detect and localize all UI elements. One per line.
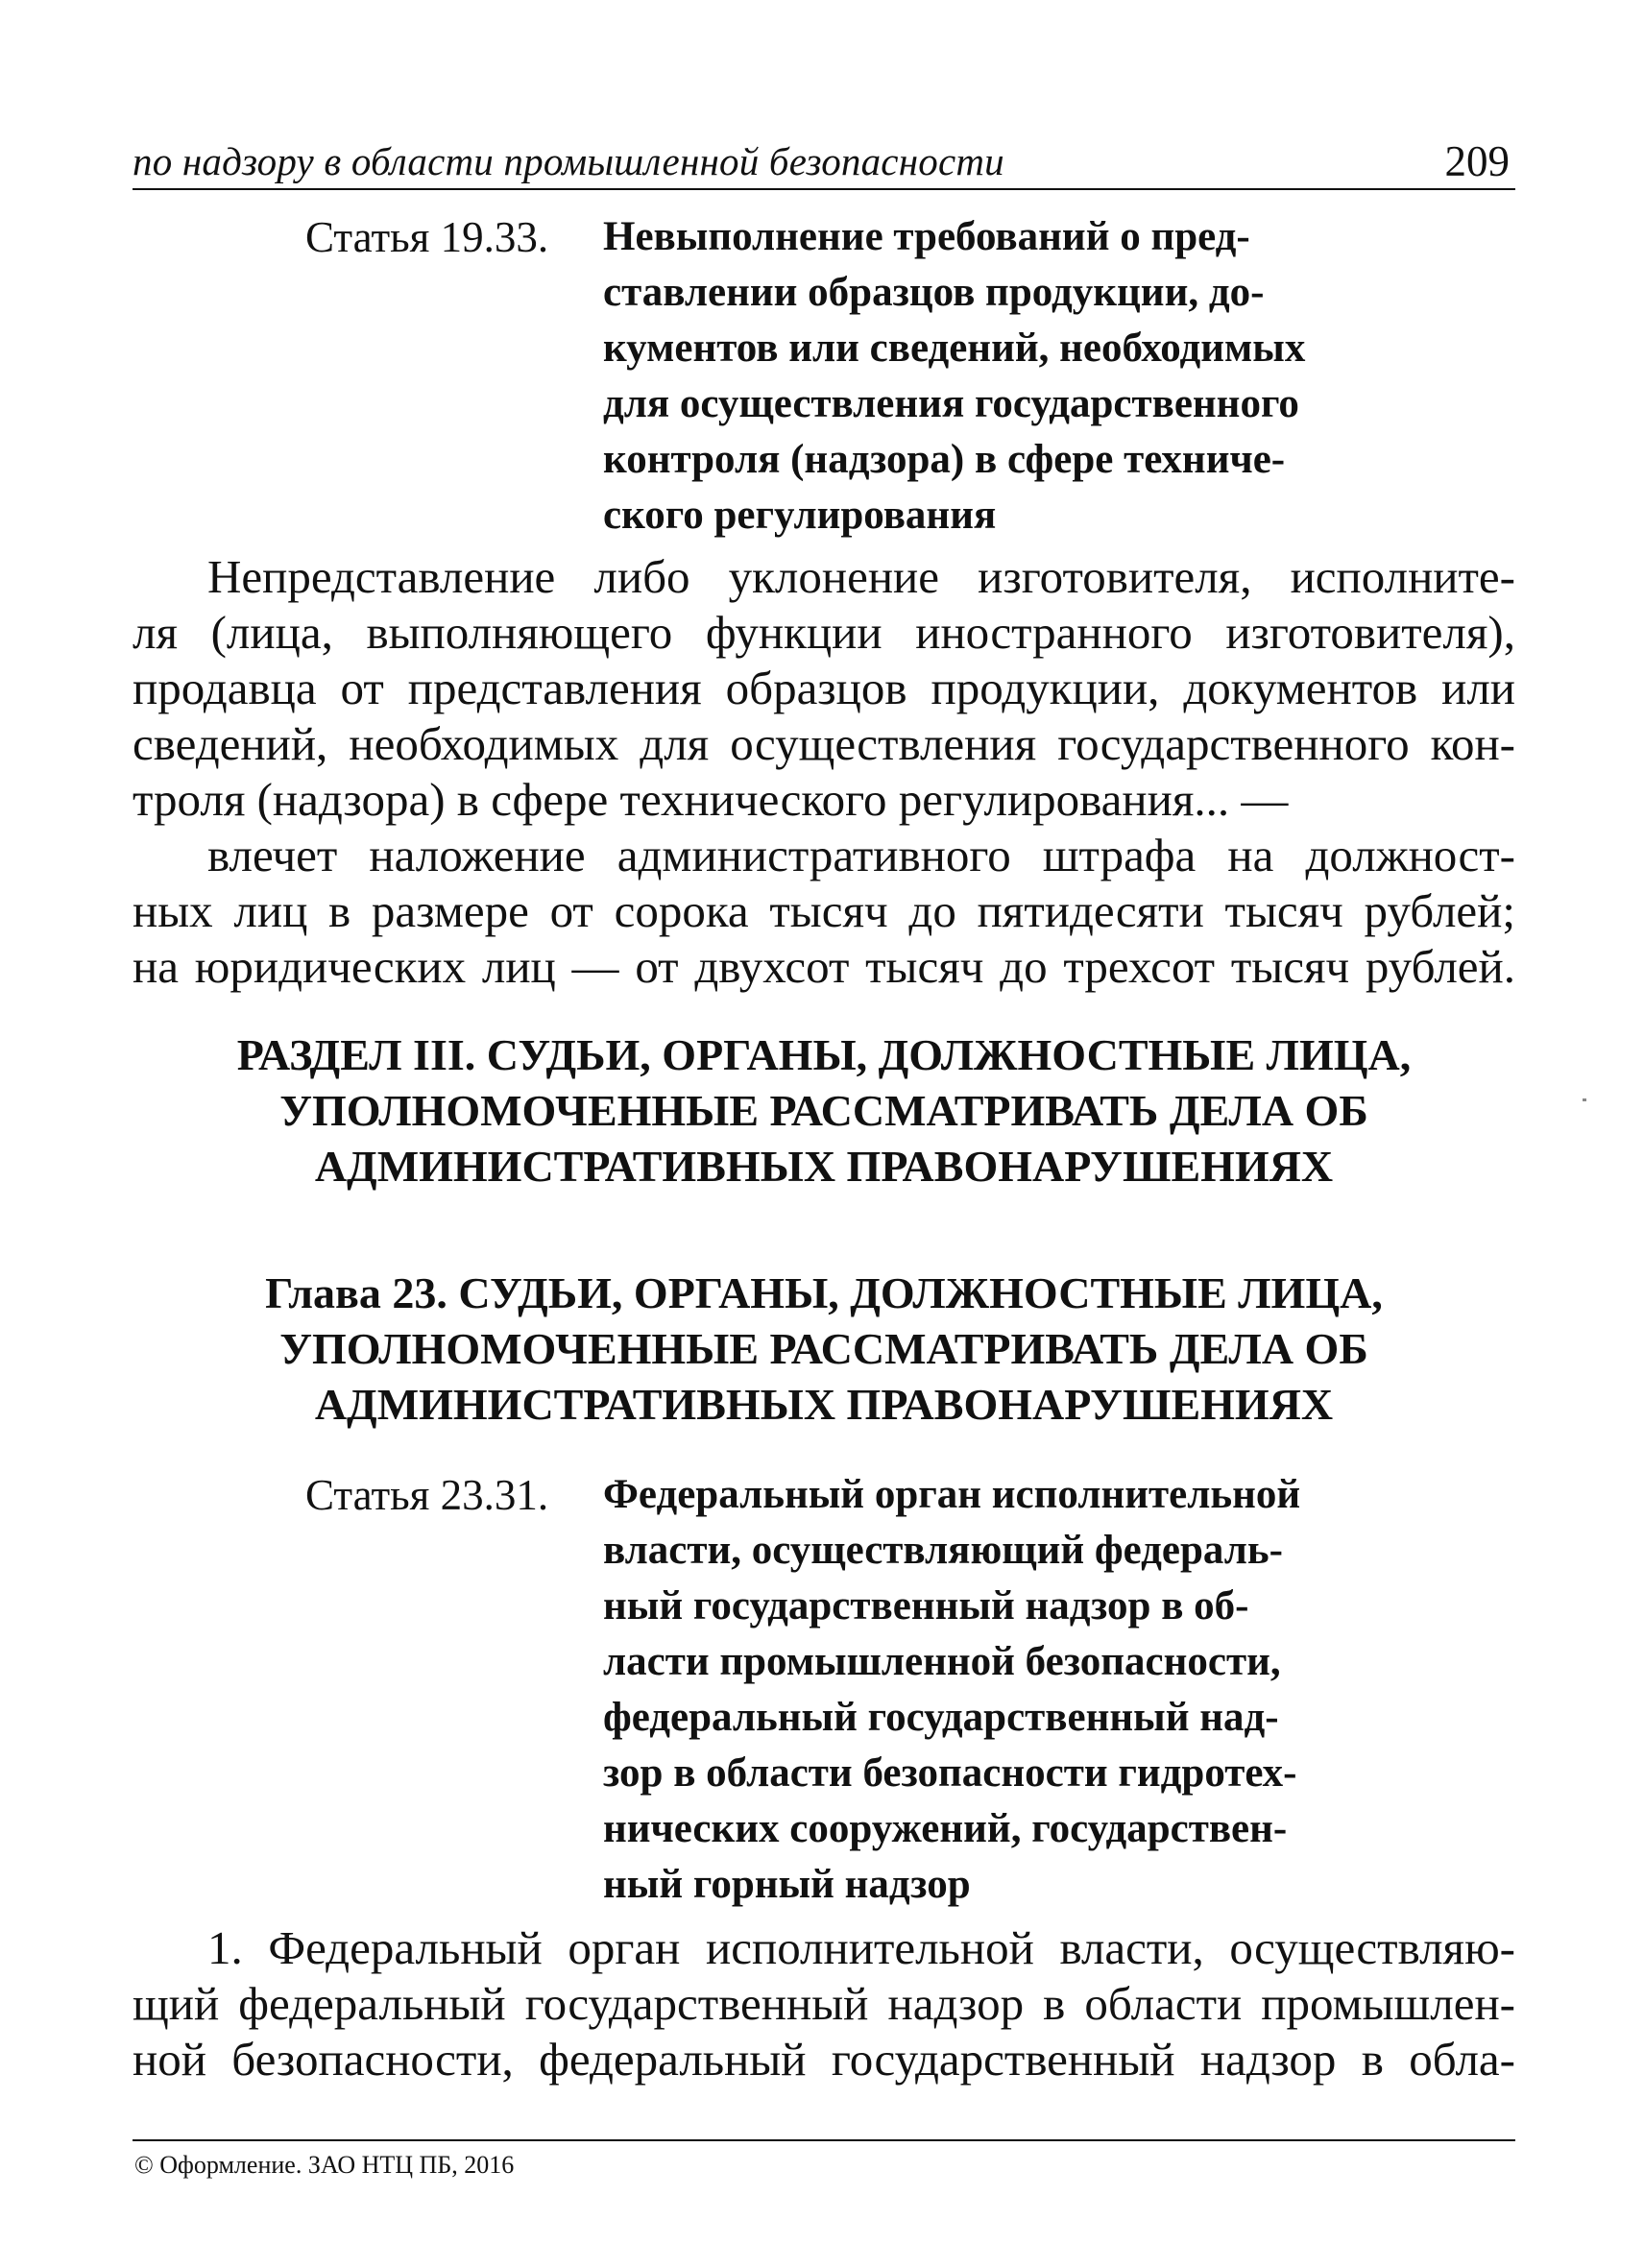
running-header	[133, 134, 1515, 190]
paragraph-line: ля (лица, выполняющего функции иностранного изготовителя),	[133, 606, 1515, 659]
chapter-heading-line: УПОЛНОМОЧЕННЫЕ РАССМАТРИВАТЬ ДЕЛА ОБ	[279, 1324, 1368, 1373]
section-heading-line: УПОЛНОМОЧЕННЫЕ РАССМАТРИВАТЬ ДЕЛА ОБ	[279, 1086, 1368, 1135]
footer-rule	[133, 2139, 1515, 2141]
paragraph-line: ных лиц в размере от сорока тысяч до пятидесяти тысяч рублей;	[133, 884, 1515, 937]
paragraph-line: Непредставление либо уклонение изготовителя, исполните-	[207, 550, 1515, 603]
article-19-33-paragraph-1	[133, 549, 1515, 828]
chapter-heading-line: Глава 23. СУДЬИ, ОРГАНЫ, ДОЛЖНОСТНЫЕ ЛИЦА,	[265, 1268, 1383, 1317]
footer-copyright: © Оформление. ЗАО НТЦ ПБ, 2016	[134, 2151, 515, 2179]
article-title-line: ласти промышленной безопасности,	[603, 1639, 1281, 1684]
paragraph-line: влечет наложение административного штрафа на должност-	[207, 829, 1515, 881]
article-title-line: ставлении образцов продукции, до-	[603, 270, 1265, 315]
paragraph-line: щий федеральный государственный надзор в области промышлен-	[133, 1977, 1515, 2030]
article-title-line: контроля (надзора) в сфере техниче-	[603, 437, 1286, 482]
section-heading-line: АДМИНИСТРАТИВНЫХ ПРАВОНАРУШЕНИЯХ	[314, 1142, 1334, 1191]
article-label: Статья 19.33.	[305, 213, 549, 261]
running-title: по надзору в области промышленной безопасности	[133, 139, 1004, 183]
article-title	[603, 1467, 1300, 1913]
article-title-line: для осуществления государственного	[603, 381, 1299, 426]
article-19-33-paragraph-2	[133, 828, 1515, 995]
paragraph-line: сведений, необходимых для осуществления государственного кон-	[133, 717, 1515, 770]
chapter-heading-line: АДМИНИСТРАТИВНЫХ ПРАВОНАРУШЕНИЯХ	[314, 1380, 1334, 1429]
paragraph-line: троля (надзора) в сфере технического регулирования... —	[133, 773, 1289, 826]
article-label: Статья 23.31.	[305, 1471, 549, 1519]
article-title-line: Невыполнение требований о пред-	[603, 214, 1250, 259]
article-title-line: нических сооружений, государствен-	[603, 1806, 1288, 1851]
article-title-line: федеральный государственный над-	[603, 1695, 1279, 1740]
article-title	[603, 209, 1305, 543]
paragraph-line: на юридических лиц — от двухсот тысяч до трехсот тысяч рублей.	[133, 940, 1515, 993]
section-heading-line: РАЗДЕЛ III. СУДЬИ, ОРГАНЫ, ДОЛЖНОСТНЫЕ ЛИЦА,	[236, 1030, 1412, 1079]
article-title-line: Федеральный орган исполнительной	[603, 1472, 1301, 1517]
scan-speck	[1583, 1098, 1586, 1101]
article-title-line: власти, осуществляющий федераль-	[603, 1528, 1283, 1573]
article-title-line: кументов или сведений, необходимых	[603, 326, 1306, 371]
article-title-line: ный горный надзор	[603, 1862, 971, 1907]
paragraph-line: ной безопасности, федеральный государственный надзор в обла-	[133, 2033, 1515, 2086]
article-title-line: ского регулирования	[603, 493, 997, 538]
article-title-line: ный государственный надзор в об-	[603, 1583, 1249, 1629]
paragraph-line: продавца от представления образцов продукции, документов или	[133, 662, 1515, 714]
paragraph-line: 1. Федеральный орган исполнительной власти, осуществляю-	[207, 1921, 1515, 1974]
chapter-heading	[133, 1266, 1515, 1433]
section-heading	[133, 1027, 1515, 1194]
article-title-line: зор в области безопасности гидротех-	[603, 1750, 1297, 1796]
page-number: 209	[1444, 137, 1510, 185]
article-23-31-paragraph-1	[133, 1920, 1515, 2087]
